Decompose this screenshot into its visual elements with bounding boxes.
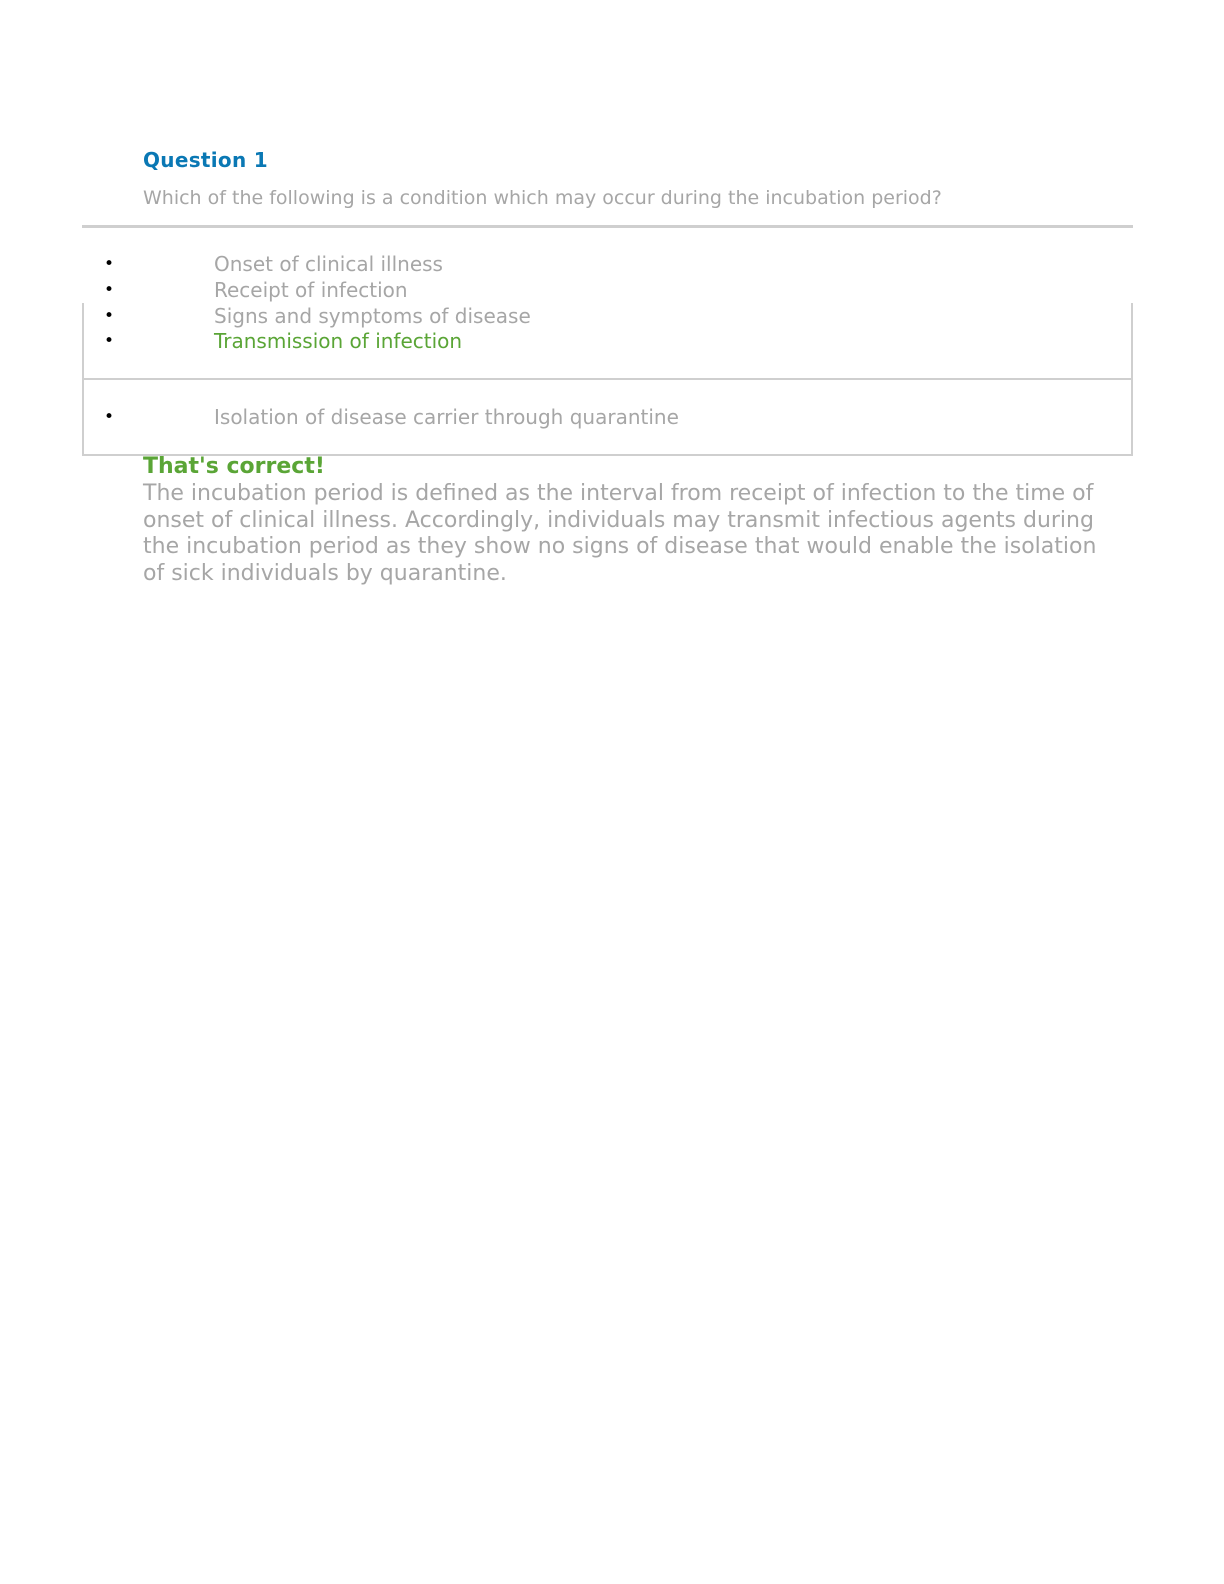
option-onset-of-clinical-illness[interactable] — [0, 251, 1224, 277]
option-label: Signs and symptoms of disease — [214, 304, 531, 328]
bullet-icon: • — [104, 306, 115, 326]
option-transmission-of-infection[interactable] — [0, 328, 1224, 354]
divider — [82, 225, 1133, 228]
option-label: Onset of clinical illness — [214, 252, 443, 276]
option-signs-and-symptoms[interactable] — [0, 303, 1224, 329]
question-title: Question 1 — [143, 148, 268, 172]
feedback-title: That's correct! — [143, 454, 325, 479]
bullet-icon: • — [104, 407, 115, 427]
bullet-icon: • — [104, 280, 115, 300]
answer-divider — [82, 378, 1133, 380]
question-text: Which of the following is a condition which may occur during the incubation period? — [143, 187, 942, 209]
option-label: Isolation of disease carrier through quarantine — [214, 405, 679, 429]
bullet-icon: • — [104, 331, 115, 351]
bullet-icon: • — [104, 254, 115, 274]
option-receipt-of-infection[interactable] — [0, 277, 1224, 303]
option-isolation-through-quarantine[interactable] — [0, 404, 1224, 430]
feedback-explanation: The incubation period is defined as the interval from receipt of infection to the time of onset of clinical illness. Accordingly, individuals may transmit infectious agents during the incubation period as they show no signs of disease that would enable the isolation of sick individuals by quarantine. — [143, 481, 1097, 586]
option-label-correct: Transmission of infection — [214, 329, 463, 353]
option-label: Receipt of infection — [214, 278, 408, 302]
